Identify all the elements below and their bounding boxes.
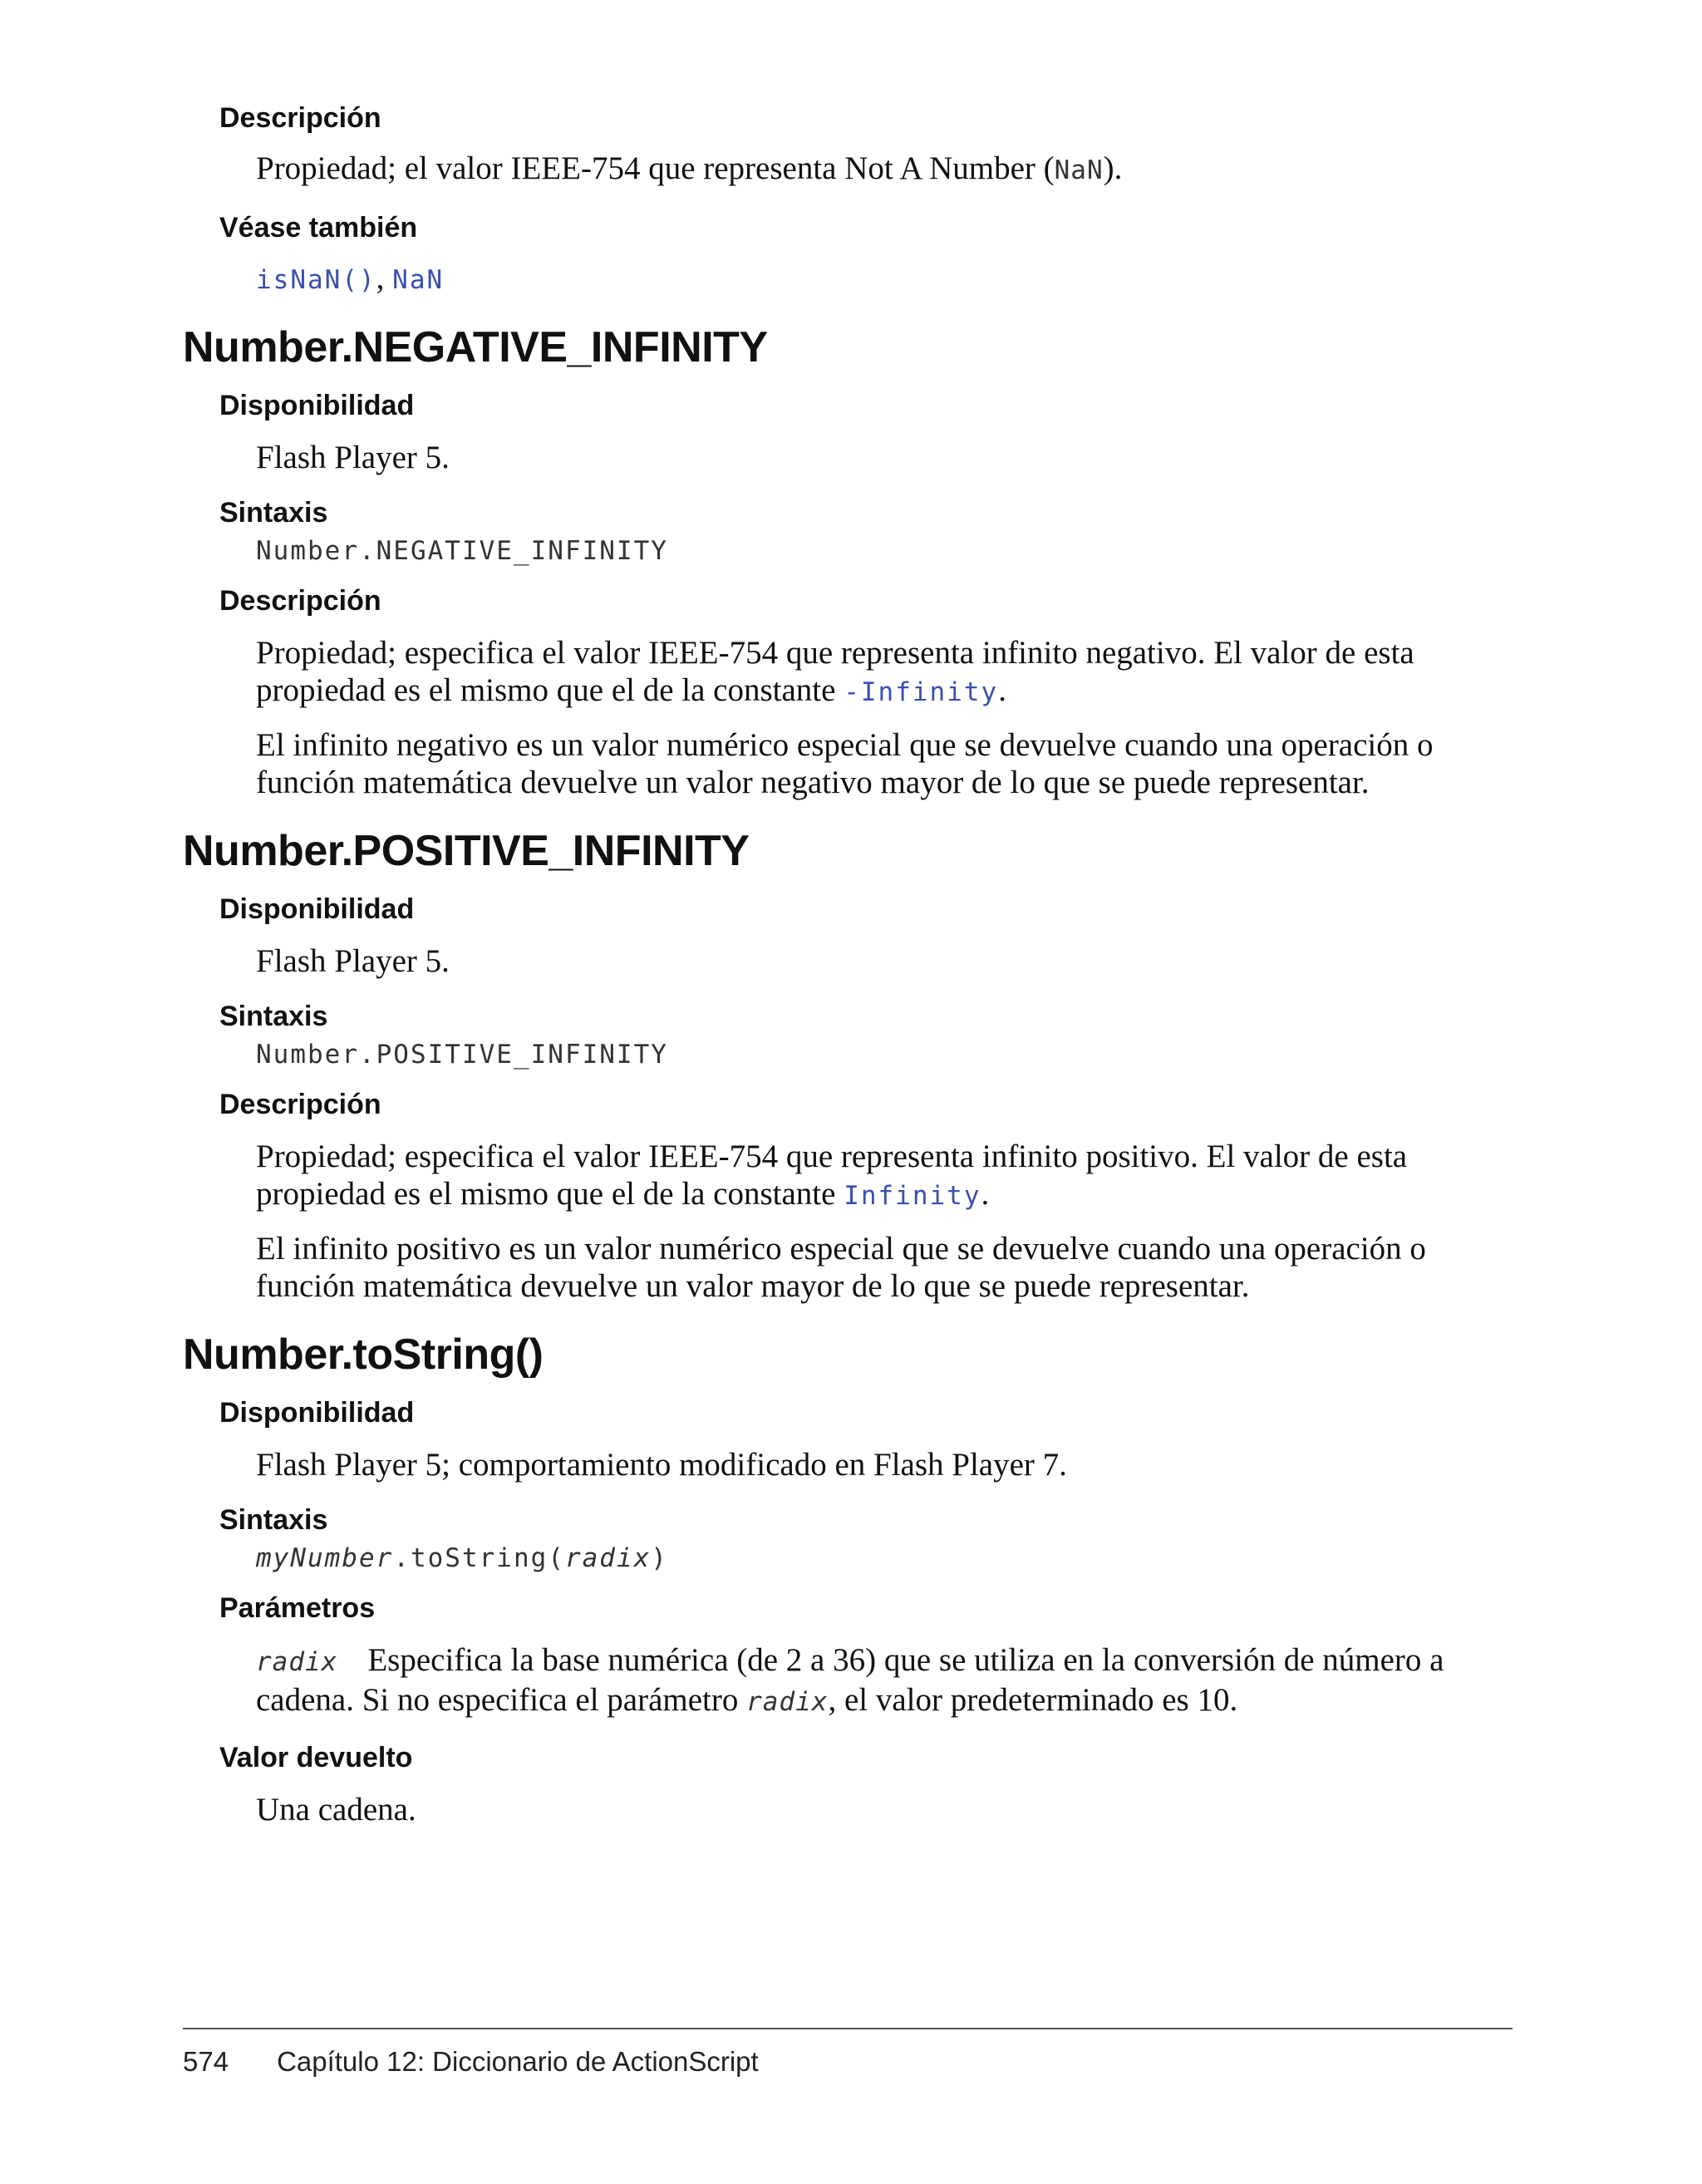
chapter-title: Capítulo 12: Diccionario de ActionScript bbox=[277, 2046, 759, 2077]
page-footer bbox=[183, 2046, 759, 2078]
section-label-sintaxis: Sintaxis bbox=[219, 1504, 328, 1536]
availability-text: Flash Player 5. bbox=[256, 440, 450, 475]
link-negative-infinity[interactable]: -Infinity bbox=[844, 677, 999, 707]
syntax-code: Number.POSITIVE_INFINITY bbox=[256, 1040, 668, 1070]
footer-divider bbox=[183, 2028, 1513, 2029]
section-label-disponibilidad: Disponibilidad bbox=[219, 1397, 415, 1429]
description-paragraph: Propiedad; especifica el valor IEEE-754 que representa infinito positivo. El valor de esta propiedad es el mismo que el de la constante Infinity. bbox=[256, 1139, 1408, 1212]
inline-code-nan: NaN bbox=[1054, 155, 1104, 185]
syntax-code: myNumber.toString(radix) bbox=[256, 1543, 668, 1573]
entry-title-tostring: Number.toString() bbox=[183, 1331, 544, 1379]
description-paragraph: El infinito negativo es un valor numérico especial que se devuelve cuando una operación o función matemática devuelve un valor negativo mayor de lo que se puede representar. bbox=[256, 727, 1434, 800]
parameter-description: radix Especifica la base numérica (de 2 a 36) que se utiliza en la conversión de número a cadena. Si no especifica el parámetro radix, el valor predeterminado es 10. bbox=[256, 1642, 1444, 1718]
syntax-code: Number.NEGATIVE_INFINITY bbox=[256, 536, 668, 566]
link-nan[interactable]: NaN bbox=[392, 265, 445, 295]
link-isnan[interactable]: isNaN() bbox=[256, 265, 376, 295]
section-label-vease: Véase también bbox=[219, 212, 418, 243]
page-number: 574 bbox=[183, 2046, 229, 2077]
link-infinity[interactable]: Infinity bbox=[844, 1181, 981, 1211]
section-label-parametros: Parámetros bbox=[219, 1592, 376, 1624]
description-paragraph: Propiedad; especifica el valor IEEE-754 que representa infinito negativo. El valor de esta propiedad es el mismo que el de la constante -Infinity. bbox=[256, 635, 1414, 708]
section-label-sintaxis: Sintaxis bbox=[219, 497, 328, 529]
see-also-links: isNaN(), NaN bbox=[256, 260, 445, 296]
inline-code-radix: radix bbox=[746, 1687, 829, 1717]
param-name-radix: radix bbox=[256, 1647, 338, 1677]
section-label-valor-devuelto: Valor devuelto bbox=[219, 1742, 413, 1773]
section-label-disponibilidad: Disponibilidad bbox=[219, 390, 415, 421]
availability-text: Flash Player 5. bbox=[256, 943, 450, 979]
section-label-descripcion: Descripción bbox=[219, 1089, 381, 1120]
entry-title-positive-infinity: Number.POSITIVE_INFINITY bbox=[183, 827, 750, 875]
return-value-text: Una cadena. bbox=[256, 1792, 416, 1827]
entry-title-negative-infinity: Number.NEGATIVE_INFINITY bbox=[183, 323, 768, 371]
section-label-descripcion: Descripción bbox=[219, 585, 381, 617]
section-label-sintaxis: Sintaxis bbox=[219, 1001, 328, 1032]
description-paragraph: Propiedad; el valor IEEE-754 que representa Not A Number (NaN). bbox=[256, 150, 1123, 186]
availability-text: Flash Player 5; comportamiento modificado en Flash Player 7. bbox=[256, 1447, 1067, 1483]
description-paragraph: El infinito positivo es un valor numérico especial que se devuelve cuando una operación o función matemática devuelve un valor mayor de lo que se puede representar. bbox=[256, 1231, 1426, 1304]
page-content bbox=[183, 100, 1513, 1828]
section-label-descripcion: Descripción bbox=[219, 102, 381, 134]
section-label-disponibilidad: Disponibilidad bbox=[219, 893, 415, 925]
